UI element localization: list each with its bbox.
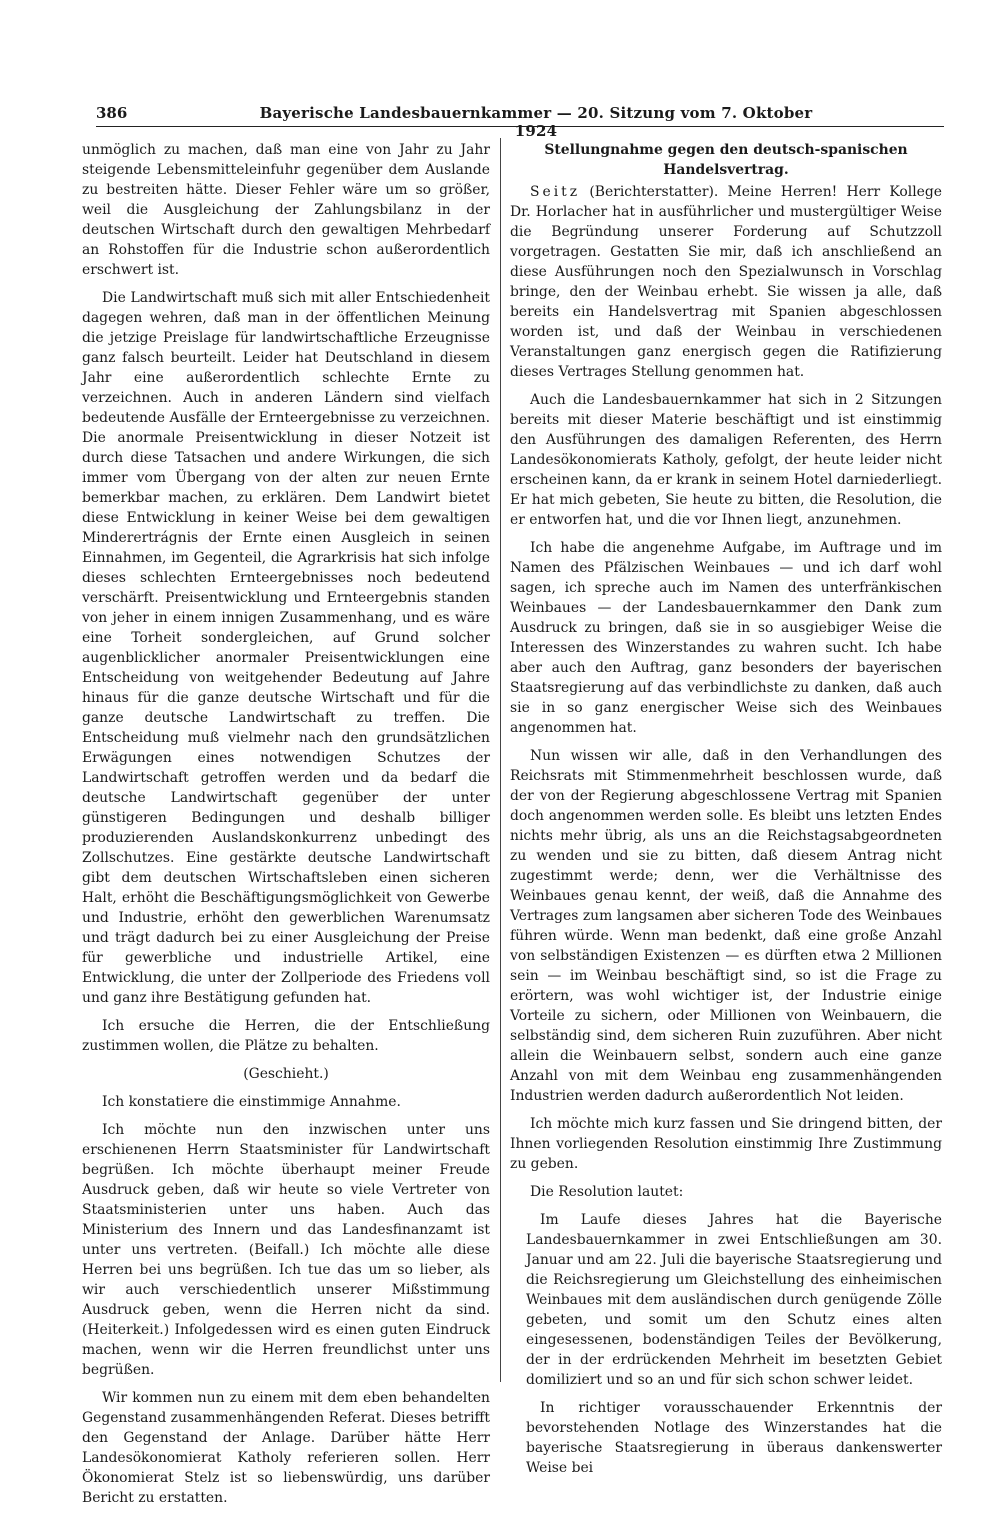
page-number: 386 — [96, 104, 128, 122]
page-header — [96, 102, 944, 140]
paragraph: Wir kommen nun zu einem mit dem eben behandelten Gegenstand zusammenhängenden Referat. Dieses betrifft den Gegenstand der Anlage. Darüber hätte Herr Landesökonomierat Katholy referieren sollen. Herr Ökonomierat Stelz ist so liebenswürdig, uns darüber Bericht zu erstatten. — [82, 1390, 490, 1506]
paragraph: Die Landwirtschaft muß sich mit aller Entschiedenheit dagegen wehren, daß man in der öffentlichen Meinung die jetzige Preislage für landwirtschaftliche Erzeugnisse ganz falsch beurteilt. Leider hat Deutschland in diesem Jahr eine außerordentlich schlechte Ernte zu verzeichnen. Auch in anderen Ländern sind vielfach bedeutende Ausfälle der Ernteergebnisse zu verzeichnen. Die anormale Preisentwicklung in dieser Notzeit ist durch diese Tatsachen und andere Wirkungen, die sich immer vom Übergang von der alten zur neuen Ernte bemerkbar machen, zu erklären. Dem Landwirt bietet diese Entwicklung in keiner Weise bei dem gewaltigen Minderertrágnis der Ernte einen Ausgleich in seinen Einnahmen, im Gegenteil, die Agrarkrisis hat sich infolge dieses schlechten Ernteergebnisses noch bedeutend verschärft. Preisentwicklung und Ernteergebnis standen von jeher in einem innigen Zusammenhang, und es wäre eine Torheit sondergleichen, auf Grund solcher augenblicklicher anormaler Preisentwicklungen eine Entscheidung von weitgehender Bedeutung auf Jahre hinaus für die ganze deutsche Wirtschaft und für die ganze deutsche Landwirtschaft zu treffen. Die Entscheidung muß vielmehr nach den grundsätzlichen Erwägungen eines notwendigen Schutzes der Landwirtschaft getroffen werden und da bedarf die deutsche Landwirtschaft gegenüber der unter günstigeren Bedingungen und deshalb billiger produzierenden Auslandskonkurrenz unbedingt des Zollschutzes. Eine gestärkte deutsche Landwirtschaft gibt dem deutschen Wirtschaftsleben einen sicheren Halt, erhöht die Beschäftigungsmöglichkeit von Gewerbe und Industrie, erhöht den gewerblichen Warenumsatz und trägt dadurch bei zu einer Ausgleichung der Preise für gewerbliche und industrielle Artikel, eine Entwicklung, die unter der Zollperiode des Friedens voll und ganz ihre Bestätigung gefunden hat. — [82, 290, 490, 1006]
paragraph: Ich habe die angenehme Aufgabe, im Auftrage und im Namen des Pfälzischen Weinbaues — und ich darf wohl sagen, ich spreche auch im Namen des unterfränkischen Weinbaues — der Landesbauernkammer den Dank zum Ausdruck zu bringen, daß sie in so ausgiebiger Weise die Interessen des Winzerstandes zu wahren sucht. Ich habe aber auch den Auftrag, ganz besonders der bayerischen Staatsregierung auf das verbindlichste zu danken, daß auch sie in so ganz energischer Weise sich des Weinbaues angenommen hat. — [510, 540, 942, 736]
speaker-name: Seitz — [530, 184, 581, 200]
resolution-text: Im Laufe dieses Jahres hat die Bayerische Landesbauernkammer in zwei Entschließungen am 30. Januar und am 22. Juli die bayerische Staatsregierung und die Reichsregierung um Gleichstellung des einheimischen Weinbaues mit dem ausländischen durch genügende Zölle gebeten, und somit um den Schutz eines alten eingesessenen, bodenständigen Teiles der Bevölkerung, der in der erdrückenden Mehrheit im besetzten Gebiet domiliziert und so an und für sich schon schwer leidet. — [526, 1212, 942, 1388]
column-divider — [500, 138, 501, 1382]
paragraph: Ich möchte mich kurz fassen und Sie dringend bitten, der Ihnen vorliegenden Resolution einstimmig Ihre Zustimmung zu geben. — [510, 1116, 942, 1172]
paragraph — [510, 182, 942, 382]
interjection: (Geschieht.) — [243, 1066, 329, 1082]
paragraph: Ich ersuche die Herren, die der Entschließung zustimmen wollen, die Plätze zu behalten. — [82, 1018, 490, 1054]
right-column — [510, 140, 942, 1486]
resolution-text: In richtiger vorausschauender Erkenntnis der bevorstehenden Notlage des Winzerstandes hat die bayerische Staatsregierung in überaus dankenswerter Weise bei — [526, 1400, 942, 1476]
paragraph: Nun wissen wir alle, daß in den Verhandlungen des Reichsrats mit Stimmenmehrheit beschlossen wurde, daß der von der Regierung abgeschlossene Vertrag mit Spanien doch angenommen werden solle. Es bleibt uns letzten Endes nichts mehr übrig, als uns an die Reichstagsabgeordneten zu wenden und sie zu bitten, daß diesem Antrag nicht zugestimmt werde; denn, wer die Verhältnisse des Weinbaues genau kennt, der weiß, daß die Annahme des Vertrages zum langsamen aber sicheren Tode des Weinbaues führen würde. Wenn man bedenkt, daß eine große Anzahl von selbständigen Existenzen — es dürften etwa 2 Millionen sein — im Weinbau beschäftigt sind, so ist die Frage zu erörtern, was wohl wichtiger ist, der Industrie einige Vorteile zu sichern, oder Millionen von Weinbauern, die selbständig sind, dem sicheren Ruin zuzuführen. Aber nicht allein die Weinbauern selbst, sondern auch eine ganze Anzahl von mit dem Weinbau eng zusammenhängenden Industrien werden dadurch außerordentlich Not leiden. — [510, 748, 942, 1104]
paragraph: Die Resolution lautet: — [530, 1184, 684, 1200]
paragraph: Ich konstatiere die einstimmige Annahme. — [102, 1094, 401, 1110]
paragraph: unmöglich zu machen, daß man eine von Jahr zu Jahr steigende Lebensmitteleinfuhr gegenüber dem Auslande zu bestreiten hätte. Dieser Fehler wäre um so größer, weil die Ausgleichung der Zahlungsbilanz in der deutschen Wirtschaft durch den gewaltigen Mehrbedarf an Rohstoffen für die Industrie schon außerordentlich erschwert ist. — [82, 142, 490, 278]
paragraph: Ich möchte nun den inzwischen unter uns erschienenen Herrn Staatsminister für Landwirtschaft begrüßen. Ich möchte überhaupt meiner Freude Ausdruck geben, daß wir heute so viele Vertreter von Staatsministerien unter uns haben. Auch das Ministerium des Innern und das Landesfinanzamt ist unter uns vertreten. (Beifall.) Ich möchte alle diese Herren bei uns begrüßen. Ich tue das um so lieber, als wir auch verschiedentlich unserer Mißstimmung Ausdruck geben, wenn die Herren nicht da sind. (Heiterkeit.) Infolgedessen wird es einen guten Eindruck machen, wenn wir die Herren freundlichst unter uns begrüßen. — [82, 1122, 490, 1378]
section-heading: Stellungnahme gegen den deutsch-spanischen Handelsvertrag. — [544, 142, 908, 178]
paragraph-text: (Berichterstatter). Meine Herren! Herr Kollege Dr. Horlacher hat in ausführlicher und mustergültiger Weise die Begründung unserer Forderung auf Schutzzoll vorgetragen. Gestatten Sie mir, daß ich anschließend an diese Ausführungen noch den Spezialwunsch in Vorschlag bringe, den der Weinbau erhebt. Sie wissen ja alle, daß bereits ein Handelsvertrag mit Spanien abgeschlossen worden ist, und daß der Weinbau in verschiedenen Veranstaltungen ganz energisch gegen die Ratifizierung dieses Vertrages Stellung genommen hat. — [510, 184, 942, 380]
running-head: Bayerische Landesbauernkammer — 20. Sitzung vom 7. Oktober 1924 — [259, 104, 813, 140]
left-column — [82, 140, 490, 1516]
paragraph: Auch die Landesbauernkammer hat sich in 2 Sitzungen bereits mit dieser Materie beschäftigt und ist einstimmig den Ausführungen des damaligen Referenten, des Herrn Landesökonomierats Katholy, gefolgt, der heute leider nicht erscheinen kann, da er krank in seinem Hotel darniederliegt. Er hat mich gebeten, Sie heute zu bitten, die Resolution, die er entworfen hat, und die vor Ihnen liegt, anzunehmen. — [510, 392, 942, 528]
